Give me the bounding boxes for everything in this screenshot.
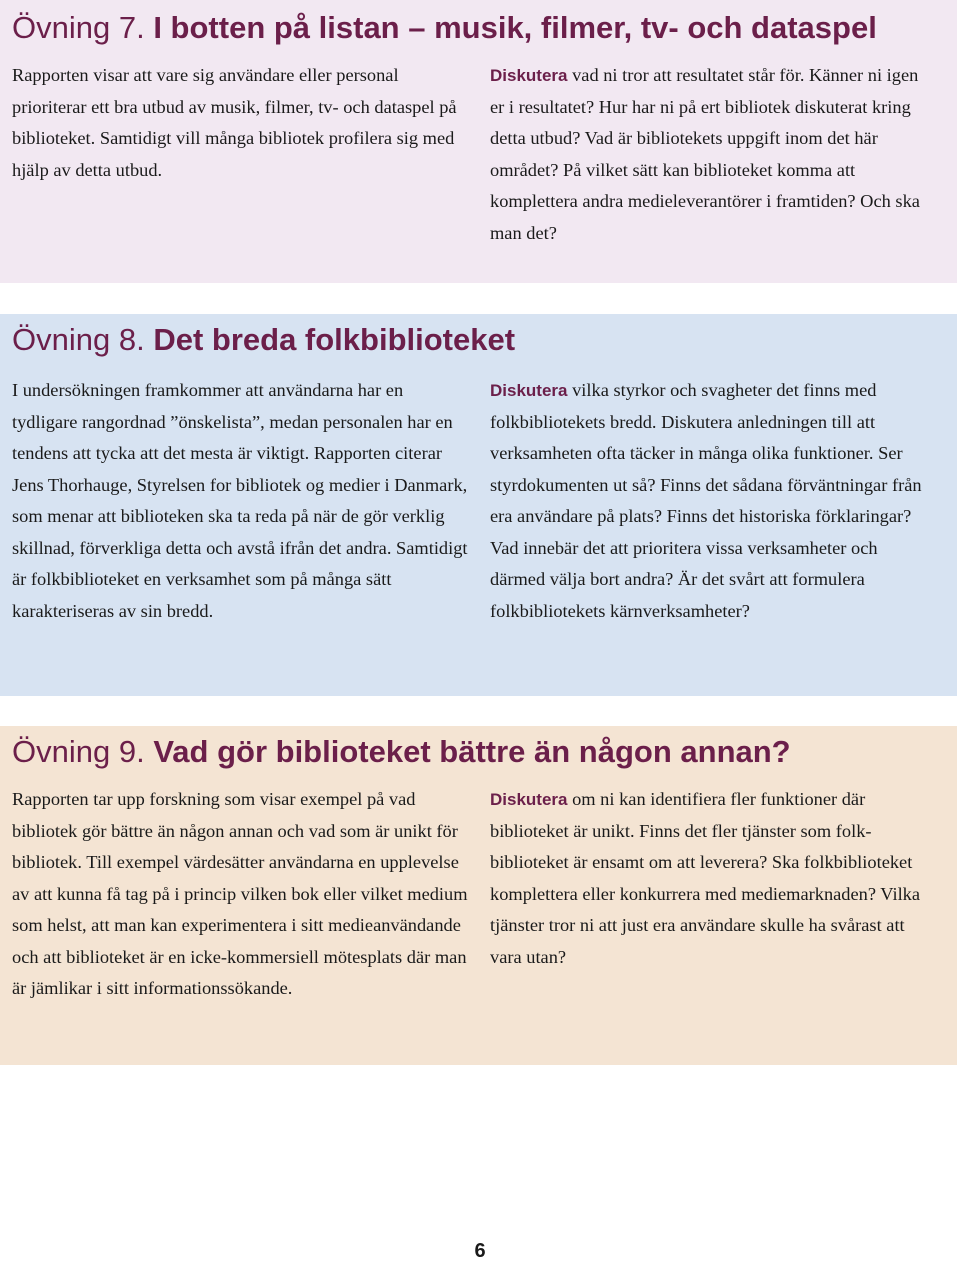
- exercise-9-title: Vad gör biblioteket bättre än någon annan?: [153, 734, 791, 769]
- exercise-8-discuss-text: vilka styrkor och svagheter det finns med folkbibliotekets bredd. Diskutera anledningen till att verksamheten ofta täcker in många olika funktioner. Ser styrdokumenten ut så? Finns det sådana förväntningar från era användare på plats? Finns det historiska förklaringar? Vad innebär det att prioritera vissa verksamheter och därmed välja bort andra? Är det svårt att formulera folkbibliotekets kärnverksamheter?: [490, 380, 922, 621]
- exercise-9-discuss-text: om ni kan identifiera fler funktioner där biblioteket är unikt. Finns det fler tjänster som folkbiblioteket är ensamt om att leverera? Ska folkbiblioteket komplettera eller konkurrera med mediemarknaden? Vilka tjänster tror ni att just era användare skulle ha svårast att vara utan?: [490, 789, 921, 967]
- exercise-8-heading: [12, 322, 515, 358]
- exercise-7-heading: [12, 10, 877, 46]
- exercise-7-discuss-text: vad ni tror att resultatet står för. Känner ni igen er i resultatet? Hur har ni på ert bibliotek diskuterat kring detta utbud? Vad är bibliotekets uppgift inom det här området? På vilket sätt kan biblioteket komma att komplettera andra medieleverantörer i framtiden? Och ska man det?: [490, 65, 920, 243]
- exercise-8-discussion: [490, 375, 930, 627]
- exercise-8-number: Övning 8.: [12, 322, 145, 357]
- exercise-8-title: Det breda folkbiblioteket: [153, 322, 516, 357]
- exercise-9-heading: [12, 734, 791, 770]
- exercise-9-discuss-label: Diskutera: [490, 790, 568, 809]
- exercise-7-title: I botten på listan – musik, filmer, tv- och dataspel: [153, 10, 877, 45]
- exercise-7-intro: Rapporten visar att vare sig användare eller personal prioriterar ett bra utbud av musik, filmer, tv- och dataspel på biblioteket. Samtidigt vill många bibliotek profilera sig med hjälp av detta utbud.: [12, 65, 457, 180]
- exercise-9-discussion: [490, 784, 930, 973]
- exercise-8-discuss-label: Diskutera: [490, 381, 568, 400]
- exercise-8-intro: I undersökningen framkommer att användarna har en tydligare rangordnad ”önskelista”, medan personalen har en tendens att tycka att det mesta är viktigt. Rapporten citerar Jens Thorhauge, Styrelsen for bibliotek og medier i Danmark, som menar att biblioteken ska ta reda på när de gör verklig skillnad, förverkliga detta och avstå ifrån det andra. Samtidigt är folkbiblioteket en verksamhet som på många sätt karakteriseras av sin bredd.: [12, 380, 468, 621]
- page-number: 6: [474, 1240, 486, 1262]
- exercise-9-intro: Rapporten tar upp forskning som visar exempel på vad bibliotek gör bättre än någon annan och vad som är unikt för bibliotek. Till exempel värdesätter användarna en upplevelse av att kunna få tag på i princip vilken bok eller vilket medium som helst, att man kan experimentera i sitt medieanvändande och att biblioteket är en icke-kommersiell mötesplats där man är jämlikar i sitt informationssökande.: [12, 789, 468, 998]
- exercise-7-discussion: [490, 60, 930, 249]
- exercise-7-number: Övning 7.: [12, 10, 145, 45]
- exercise-9-number: Övning 9.: [12, 734, 145, 769]
- exercise-7-discuss-label: Diskutera: [490, 66, 568, 85]
